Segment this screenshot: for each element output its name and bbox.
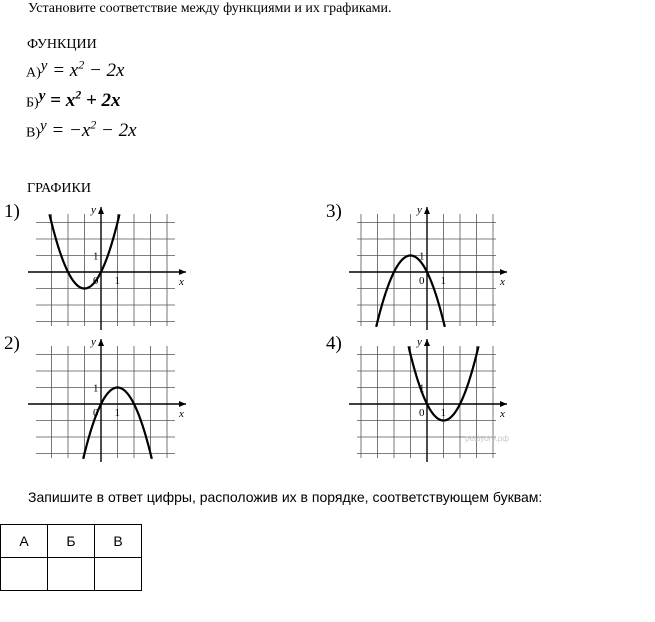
answer-header-b: Б — [48, 525, 95, 558]
x-axis-label: x — [179, 276, 184, 288]
x-axis-arrow — [179, 269, 186, 275]
x-unit-label: 1 — [440, 275, 446, 287]
function-letter: А) — [26, 65, 41, 81]
graphs-heading: ГРАФИКИ — [27, 181, 91, 196]
x-unit-label: 1 — [114, 407, 120, 419]
graph-4 — [349, 338, 519, 462]
x-unit-label: 1 — [114, 275, 120, 287]
x-axis-label: x — [500, 408, 505, 420]
function-a — [26, 58, 124, 82]
answer-prompt: Запишите в ответ цифры, расположив их в порядке, соответствующем буквам: — [28, 489, 543, 505]
answer-header-a: А — [1, 525, 48, 558]
y-axis-label: y — [91, 204, 96, 216]
y-unit-label: 1 — [93, 250, 99, 263]
function-formula: $^y = x^2 + 2x$ — [38, 88, 121, 112]
x-axis-label: x — [179, 408, 184, 420]
x-unit-label: 1 — [440, 407, 446, 419]
function-formula: $^y = -x^2 - 2x$ — [40, 118, 137, 142]
y-axis-arrow — [98, 339, 104, 346]
y-axis-label: y — [417, 336, 422, 348]
task-title: Установите соответствие между функциями и их графиками. — [28, 1, 392, 16]
answer-cell-b[interactable] — [48, 558, 95, 591]
y-axis-label: y — [91, 336, 96, 348]
graph-2 — [28, 338, 198, 462]
graph-number-3: 3) — [326, 201, 342, 222]
y-axis-arrow — [98, 207, 104, 214]
y-axis-arrow — [424, 207, 430, 214]
answer-header-c: В — [95, 525, 142, 558]
origin-label: 0 — [93, 407, 99, 419]
x-axis-arrow — [179, 401, 186, 407]
x-axis-arrow — [500, 269, 507, 275]
function-formula: $^y = x^2 - 2x$ — [40, 58, 125, 82]
y-axis-label: y — [417, 204, 422, 216]
watermark: решуогэ.рф — [465, 434, 509, 443]
y-unit-label: 1 — [419, 250, 425, 263]
function-b — [26, 88, 121, 112]
origin-label: 0 — [93, 275, 99, 287]
y-unit-label: 1 — [419, 382, 425, 395]
answer-cell-c[interactable] — [95, 558, 142, 591]
y-unit-label: 1 — [93, 382, 99, 395]
function-letter: Б) — [26, 95, 39, 111]
origin-label: 0 — [419, 275, 425, 287]
graph-number-4: 4) — [326, 333, 342, 354]
graph-number-2: 2) — [4, 333, 20, 354]
function-c — [26, 118, 137, 142]
origin-label: 0 — [419, 407, 425, 419]
answer-table — [0, 524, 142, 591]
graph-1 — [28, 206, 198, 330]
graph-number-1: 1) — [4, 201, 20, 222]
graph-3 — [349, 206, 519, 330]
y-axis-arrow — [424, 339, 430, 346]
function-letter: В) — [26, 125, 40, 141]
x-axis-label: x — [500, 276, 505, 288]
answer-header-row — [1, 525, 142, 558]
answer-input-row — [1, 558, 142, 591]
x-axis-arrow — [500, 401, 507, 407]
functions-heading: ФУНКЦИИ — [27, 37, 97, 52]
answer-cell-a[interactable] — [1, 558, 48, 591]
